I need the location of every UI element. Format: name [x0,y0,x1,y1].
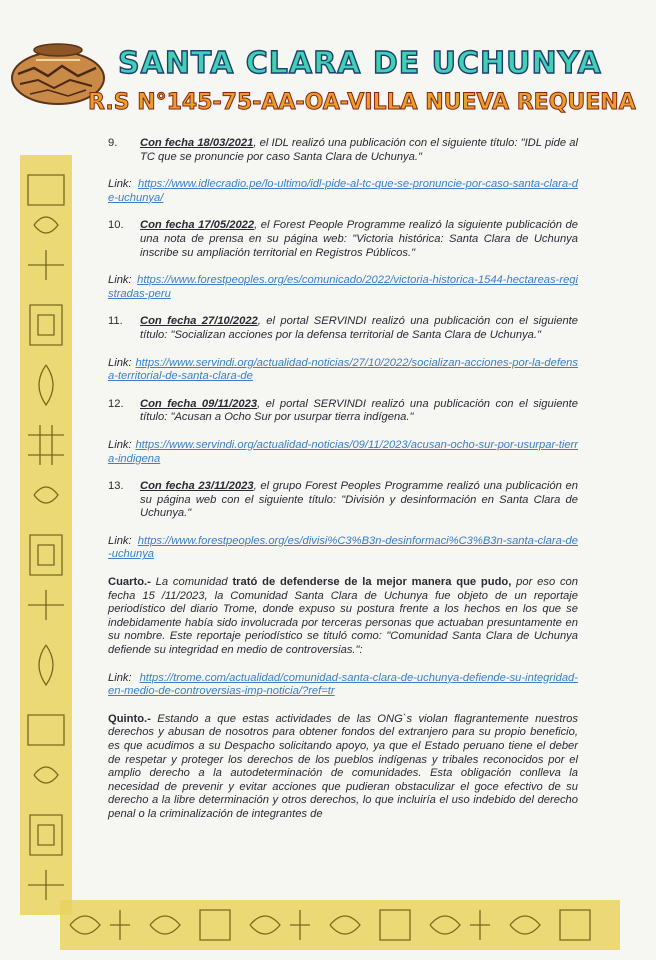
quinto-label: Quinto.- [108,712,151,725]
link-label: Link: [108,671,132,684]
publication-item [108,315,578,383]
source-link[interactable]: https://www.servindi.org/actualidad-noticias/09/11/2023/acusan-ocho-sur-por-usurpar-tierra-indigena [108,438,578,465]
link-row [108,439,578,466]
item-number: 9. [108,137,118,149]
letterhead [0,0,656,122]
item-date: Con fecha 18/03/2021 [140,137,254,149]
link-row [108,535,578,562]
item-text: , el portal SERVINDI realizó una publicación con el siguiente título: "Acusan a Ocho Sur por usurpar tierra indígena." [140,397,578,424]
publication-item [108,137,578,205]
community-title: SANTA CLARA DE UCHUNYA [118,46,602,81]
item-text: , el portal SERVINDI realizó una publicación con el siguiente título: "Socializan acciones por la defensa territorial de Santa Clara de Uchunya." [140,315,578,341]
publication-item [108,480,578,562]
link-label: Link: [108,178,132,191]
item-number: 10. [108,219,124,232]
item-date: Con fecha 27/10/2022 [140,315,258,328]
cuarto-body: por eso con fecha 15 /11/2023, la Comunidad Santa Clara de Uchunya fue objeto de un reportaje periodístico del diario Trome, donde expuso su postura frente a los hechos en los que se indebidamente había sido involucrada por terceras personas que actuaban presuntamente en su nombre. Este reportaje periodístico se tituló como: "Comunidad Santa Clara de Uchunya defiende su integridad en medio de controversias.": [108,576,578,657]
cuarto-emphasis: trató de defenderse de la mejor manera que pudo, [232,576,512,589]
link-label: Link: [108,534,132,547]
cuarto-intro: La comunidad [150,576,233,589]
item-text: , el Forest People Programme realizó la siguiente publicación de una nota de prensa en su página web: "Victoria histórica: Santa Clara de Uchunya inscribe su ampliación territorial en Registros Públicos." [140,219,578,259]
publication-item [108,398,578,466]
publication-item [108,219,578,301]
item-date: Con fecha 23/11/2023 [140,480,254,493]
link-label: Link: [108,438,132,451]
decorative-bottom-border [60,900,620,950]
decorative-left-border [20,155,72,915]
link-label: Link: [108,356,132,369]
item-text: , el IDL realizó una publicación con el siguiente título: "IDL pide al TC que se pronuncie por caso Santa Clara de Uchunya." [140,137,578,163]
source-link[interactable]: https://www.forestpeoples.org/es/divisi%C3%B3n-desinformaci%C3%B3n-santa-clara-de-uchunya [108,534,578,561]
quinto-paragraph [108,713,578,822]
link-row [108,357,578,384]
trome-link[interactable]: https://trome.com/actualidad/comunidad-santa-clara-de-uchunya-defiende-su-integridad-en-medio-de-controversias-imp-noticia/?ref=tr [108,671,578,698]
cuarto-label: Cuarto.- [108,576,151,589]
item-number: 12. [108,397,124,410]
source-link[interactable]: https://www.idlecradio.pe/lo-ultimo/idl-pide-al-tc-que-se-pronuncie-por-caso-santa-clara-de-uchunya/ [108,178,578,204]
quinto-body: Estando a que estas actividades de las ONG`s violan flagrantemente nuestros derechos y abusan de nosotros para obtener fondos del extranjero para su propio beneficio, es que acudimos a su Despacho solicitando apoyo, ya que el Estado peruano tiene el deber de respetar y proteger los derechos de los pueblos indígenas y tribales reconocidos por el amplio derecho a la autodeterminación de comunidades. Esta obligación conlleva la necesidad de prevenir y evitar acciones que pudieran obstaculizar el goce efectivo de su derecho a la libre determinación y otros derechos, lo que incluiría el uso indebido del derecho penal o la criminalización de integrantes de [108,712,578,820]
item-number: 11. [108,315,123,328]
document-body [108,137,578,836]
link-row [108,672,578,699]
cuarto-paragraph [108,576,578,658]
resolution-subtitle: R.S N°145-75-AA-OA-VILLA NUEVA REQUENA [88,90,636,115]
link-row [108,178,578,205]
source-link[interactable]: https://www.forestpeoples.org/es/comunicado/2022/victoria-historica-1544-hectareas-registradas-peru [108,274,578,300]
source-link[interactable]: https://www.servindi.org/actualidad-noticias/27/10/2022/socializan-acciones-por-la-defensa-territorial-de-santa-clara-de [108,356,578,383]
item-date: Con fecha 09/11/2023 [140,397,258,410]
item-text: , el grupo Forest Peoples Programme realizó una publicación en su página web con el siguiente título: "División y desinformación en Santa Clara de Uchunya." [140,480,578,520]
link-label: Link: [108,274,132,287]
item-number: 13. [108,480,124,493]
link-row [108,274,578,301]
item-date: Con fecha 17/05/2022 [140,219,255,232]
